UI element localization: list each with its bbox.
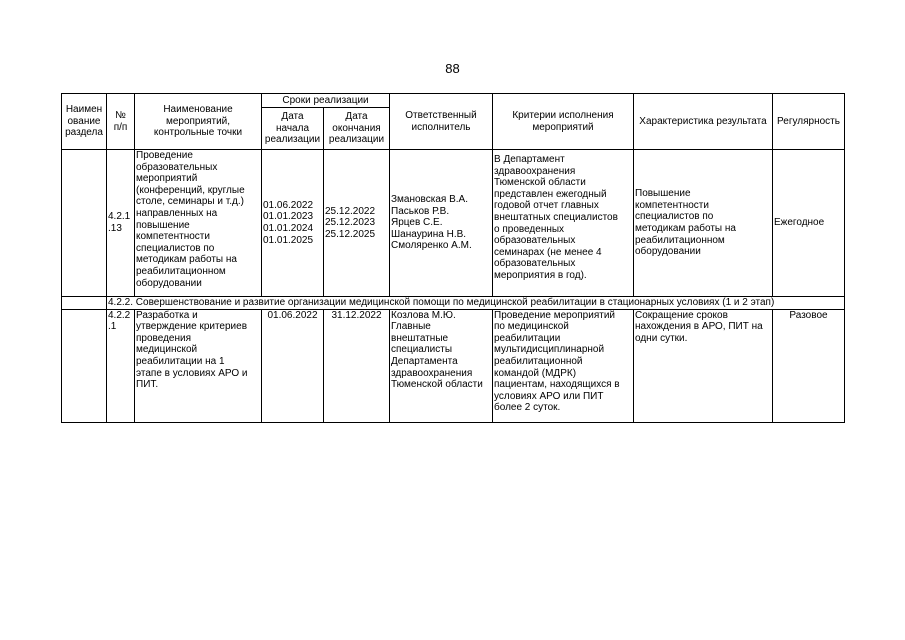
page-number: 88 [445,61,460,76]
cell-responsible: Козлова М.Ю. Главные внештатные специалисты Департамента здравоохранения Тюменской области [390,309,493,422]
cell-result: Сокращение сроков нахождения в АРО, ПИТ на одни сутки. [634,309,773,422]
section-row [62,297,845,310]
cell-criteria: Проведение мероприятий по медицинской реабилитации мультидисциплинарной реабилитационной командой (МДРК) пациентам, находящихся в условиях АРО или ПИТ более 2 суток. [493,309,634,422]
header-regularity: Регулярность [773,94,845,150]
cell-name: Разработка и утверждение критериев проведения медицинской реабилитации на 1 этапе в условиях АРО и ПИТ. [135,309,262,422]
table-row [62,309,845,422]
cell-regularity: Ежегодное [773,150,845,297]
header-criteria: Критерии исполнения мероприятий [493,94,634,150]
cell-number: 4.2.2 .1 [107,309,135,422]
cell-criteria: В Департамент здравоохранения Тюменской области представлен ежегодный годовой отчет главных внештатных специалистов о проведенных образовательных семинарах (не менее 4 образовательных мероприятия в год). [493,150,634,297]
header-responsible: Ответственный исполнитель [390,94,493,150]
cell-number: 4.2.1 .13 [107,150,135,297]
header-start-date: Дата начала реализации [262,108,324,150]
plan-table [61,93,845,423]
cell-section-empty [62,297,107,310]
cell-section [62,309,107,422]
header-number: № п/п [107,94,135,150]
header-end-date: Дата окончания реализации [324,108,390,150]
header-name: Наименование мероприятий, контрольные точки [135,94,262,150]
cell-start-date: 01.06.2022 01.01.2023 01.01.2024 01.01.2025 [262,150,324,297]
cell-end-date: 31.12.2022 [324,309,390,422]
cell-end-date: 25.12.2022 25.12.2023 25.12.2025 [324,150,390,297]
cell-name: Проведение образовательных мероприятий (конференций, круглые столе, семинары и т.д.) направленных на повышение компетентности специалистов по методикам работы на реабилитационном оборудовании [135,150,262,297]
cell-regularity: Разовое [773,309,845,422]
table-row [62,150,845,297]
section-title: 4.2.2. Совершенствование и развитие организации медицинской помощи по медицинской реабилитации в стационарных условиях (1 и 2 этап) [107,297,845,310]
cell-responsible: Змановская В.А. Паськов Р.В. Ярцев С.Е. Шанаурина Н.В. Смоляренко А.М. [390,150,493,297]
header-section: Наимен ование раздела [62,94,107,150]
cell-result: Повышение компетентности специалистов по методикам работы на реабилитационном оборудовании [634,150,773,297]
header-terms: Сроки реализации [262,94,390,108]
cell-section [62,150,107,297]
header-result: Характеристика результата [634,94,773,150]
cell-start-date: 01.06.2022 [262,309,324,422]
